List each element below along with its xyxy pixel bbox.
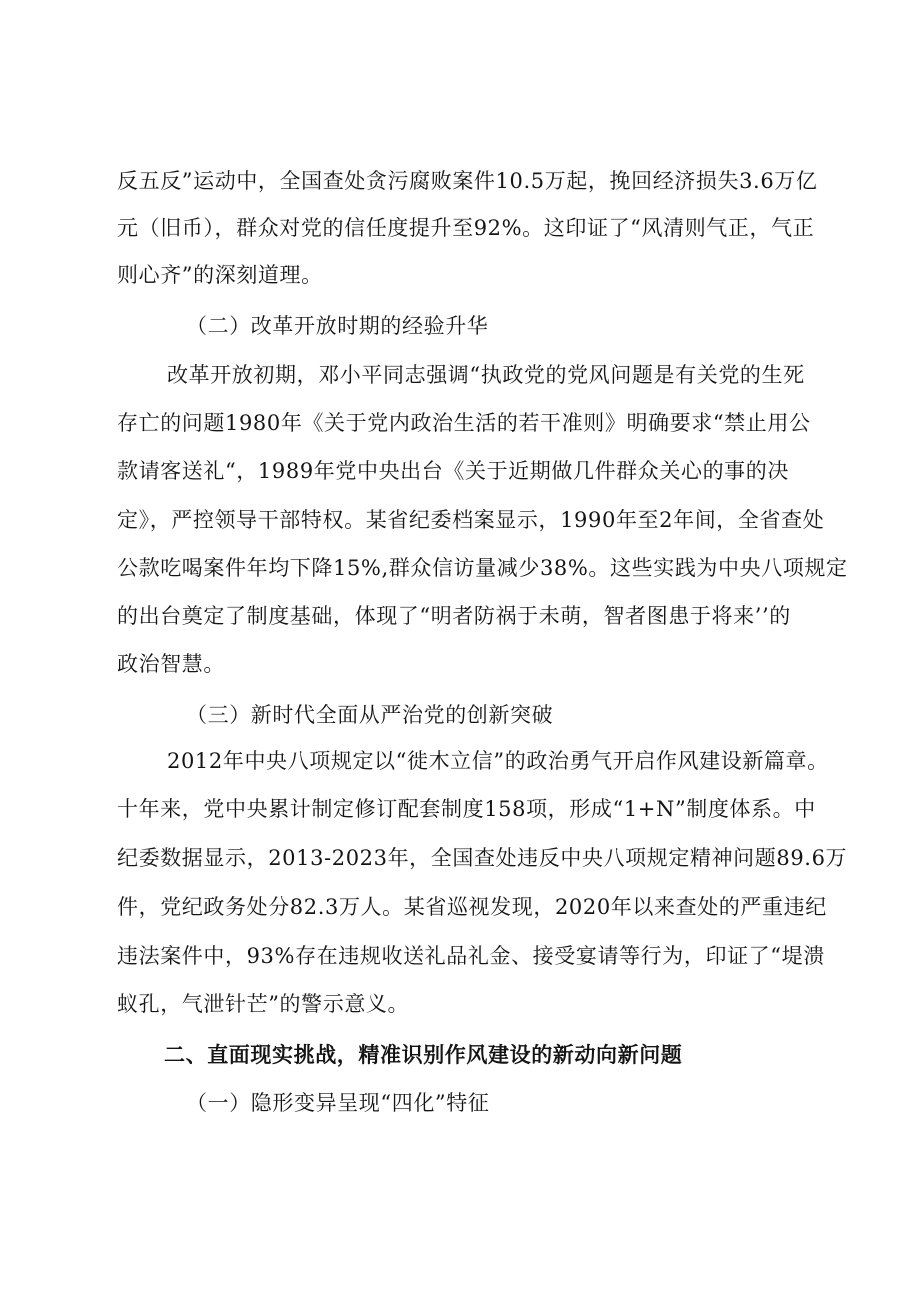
paragraph-line: 十年来，党中央累计制定修订配套制度158项，形成“1+N”制度体系。中	[117, 797, 816, 821]
paragraph-line: 反五反”运动中，全国查处贪污腐败案件10.5万起，挽回经济损失3.6万亿	[117, 169, 818, 193]
paragraph-line: 则心齐”的深刻道理。	[117, 263, 323, 287]
paragraph-line: 蚁孔，气泄针芒”的警示意义。	[117, 992, 410, 1016]
paragraph-line: 2012年中央八项规定以“徙木立信”的政治勇气开启作风建设新篇章。	[167, 749, 829, 773]
paragraph-line: 定》，严控领导干部特权。某省纪委档案显示，1990年至2年间，全省查处	[117, 508, 825, 532]
paragraph-line: 改革开放初期，邓小平同志强调“执政党的党风问题是有关党的生死	[167, 363, 805, 387]
section-heading: （二）改革开放时期的经验升华	[186, 314, 489, 338]
chapter-heading: 二、直面现实挑战，精准识别作风建设的新动向新问题	[164, 1043, 683, 1067]
paragraph-line: 件，党纪政务处分82.3万人。某省巡视发现，2020年以来查处的严重违纪	[117, 895, 827, 919]
section-heading: （三）新时代全面从严治党的创新突破	[186, 703, 554, 727]
paragraph-line: 违法案件中，93%存在违规收送礼品礼金、接受宴请等行为，印证了“堤溃	[117, 944, 825, 968]
paragraph-line: 元（旧币），群众对党的信任度提升至92%。这印证了“风清则气正，气正	[117, 216, 815, 240]
paragraph-line: 公款吃喝案件年均下降15%,群众信访量减少38%。这些实践为中央八项规定	[117, 556, 848, 580]
paragraph-line: 纪委数据显示，2013-2023年，全国查处违反中央八项规定精神问题89.6万	[117, 846, 848, 870]
paragraph-line: 政治智慧。	[117, 652, 225, 676]
paragraph-line: 款请客送礼“，1989年党中央出台《关于近期做几件群众关心的事的决	[117, 459, 789, 483]
paragraph-line: 的出台奠定了制度基础，体现了“明者防祸于未萌，智者图患于将来’’的	[117, 604, 791, 628]
paragraph-line: 存亡的问题1980年《关于党内政治生活的若干准则》明确要求“禁止用公	[117, 411, 811, 435]
section-heading: （一）隐形变异呈现“四化”特征	[186, 1091, 490, 1115]
